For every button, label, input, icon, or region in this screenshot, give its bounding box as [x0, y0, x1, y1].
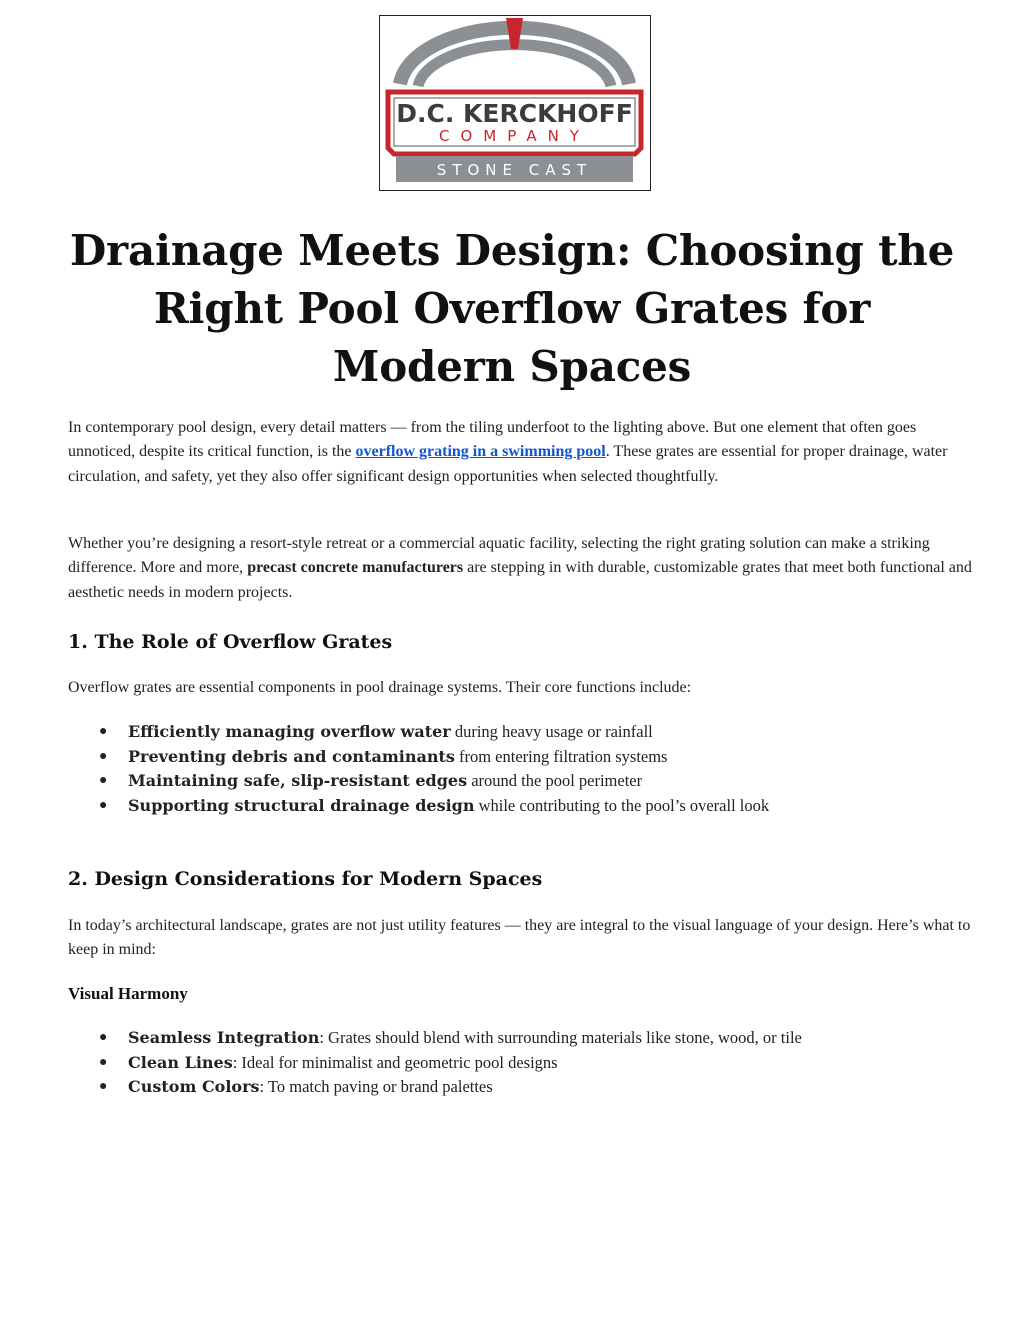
section2-intro: In today’s architectural landscape, grates are not just utility features — they are integral to the visual language of your design. Here’s what to keep in mind:	[68, 917, 971, 959]
bullet-text: from entering filtration systems	[454, 746, 668, 766]
section2-heading: 2. Design Considerations for Modern Spaces	[68, 868, 543, 890]
section1-heading: 1. The Role of Overflow Grates	[68, 631, 393, 653]
page-title: Drainage Meets Design: Choosing the Right Pool Overflow Grates for Modern Spaces	[69, 226, 955, 391]
list-item	[68, 769, 973, 794]
list-item	[68, 745, 973, 770]
bullet-text: while contributing to the pool’s overall look	[474, 795, 770, 815]
bullet-bold-text: Custom Colors	[128, 1077, 260, 1096]
bullet-bold-text: Supporting structural drainage design	[128, 795, 475, 815]
section1-bullet-list	[68, 720, 973, 818]
bullet-icon: ●	[99, 797, 108, 813]
overflow-grating-link[interactable]: overflow grating in a swimming pool	[355, 443, 606, 461]
bullet-icon: ●	[99, 1079, 108, 1094]
section2-bullet-list	[68, 1026, 973, 1100]
logo-arch-inner	[418, 45, 611, 86]
intro-paragraph	[68, 416, 973, 489]
logo-line1: D.C. KERCKHOFF	[396, 99, 633, 128]
intro-text-before: In contemporary pool design, every detail matters — from the tiling underfoot to the lighting above. But one element that often goes unnoticed, despite its critical function, is the	[68, 419, 917, 461]
bullet-bold-text: Preventing debris and contaminants	[128, 746, 455, 766]
bullet-text: during heavy usage or rainfall	[450, 722, 653, 741]
bullet-icon: ●	[99, 748, 108, 764]
bullet-bold-text: Clean Lines	[128, 1052, 233, 1072]
intro-text-after: . These grates are essential for proper drainage, water circulation, and safety, yet they also offer significant design opportunities when selected thoughtfully.	[68, 443, 948, 485]
bullet-text: : Ideal for minimalist and geometric pool designs	[232, 1052, 558, 1072]
visual-harmony-heading: Visual Harmony	[68, 984, 188, 1003]
bullet-bold-text: Seamless Integration	[128, 1028, 320, 1047]
second-paragraph	[68, 532, 973, 605]
logo-line2: COMPANY	[439, 127, 590, 145]
bullet-text: around the pool perimeter	[467, 771, 643, 790]
bullet-icon: ●	[99, 1054, 108, 1070]
bullet-icon: ●	[99, 773, 108, 788]
para2-bold: precast concrete manufacturers	[247, 559, 464, 577]
para2-text-after: are stepping in with durable, customizable grates that meet both functional and aesthetic needs in modern projects.	[68, 559, 972, 601]
bullet-text: : To match paving or brand palettes	[259, 1077, 493, 1096]
list-item	[68, 720, 973, 745]
bullet-icon: ●	[99, 1030, 108, 1045]
list-item	[68, 1051, 973, 1076]
list-item	[68, 1075, 973, 1100]
bullet-icon: ●	[99, 724, 108, 739]
logo-graphic	[380, 16, 649, 189]
logo-line3: STONE CAST	[436, 161, 593, 179]
section1-intro: Overflow grates are essential components in pool drainage systems. Their core functions include:	[68, 679, 692, 696]
para2-text-before: Whether you’re designing a resort-style retreat or a commercial aquatic facility, selecting the right grating solution can make a striking difference. More and more,	[68, 535, 930, 577]
bullet-text: : Grates should blend with surrounding materials like stone, wood, or tile	[319, 1028, 802, 1047]
bullet-bold-text: Efficiently managing overflow water	[128, 722, 451, 741]
bullet-bold-text: Maintaining safe, slip-resistant edges	[128, 771, 468, 790]
list-item	[68, 1026, 973, 1051]
list-item	[68, 794, 973, 819]
company-logo	[379, 15, 651, 191]
